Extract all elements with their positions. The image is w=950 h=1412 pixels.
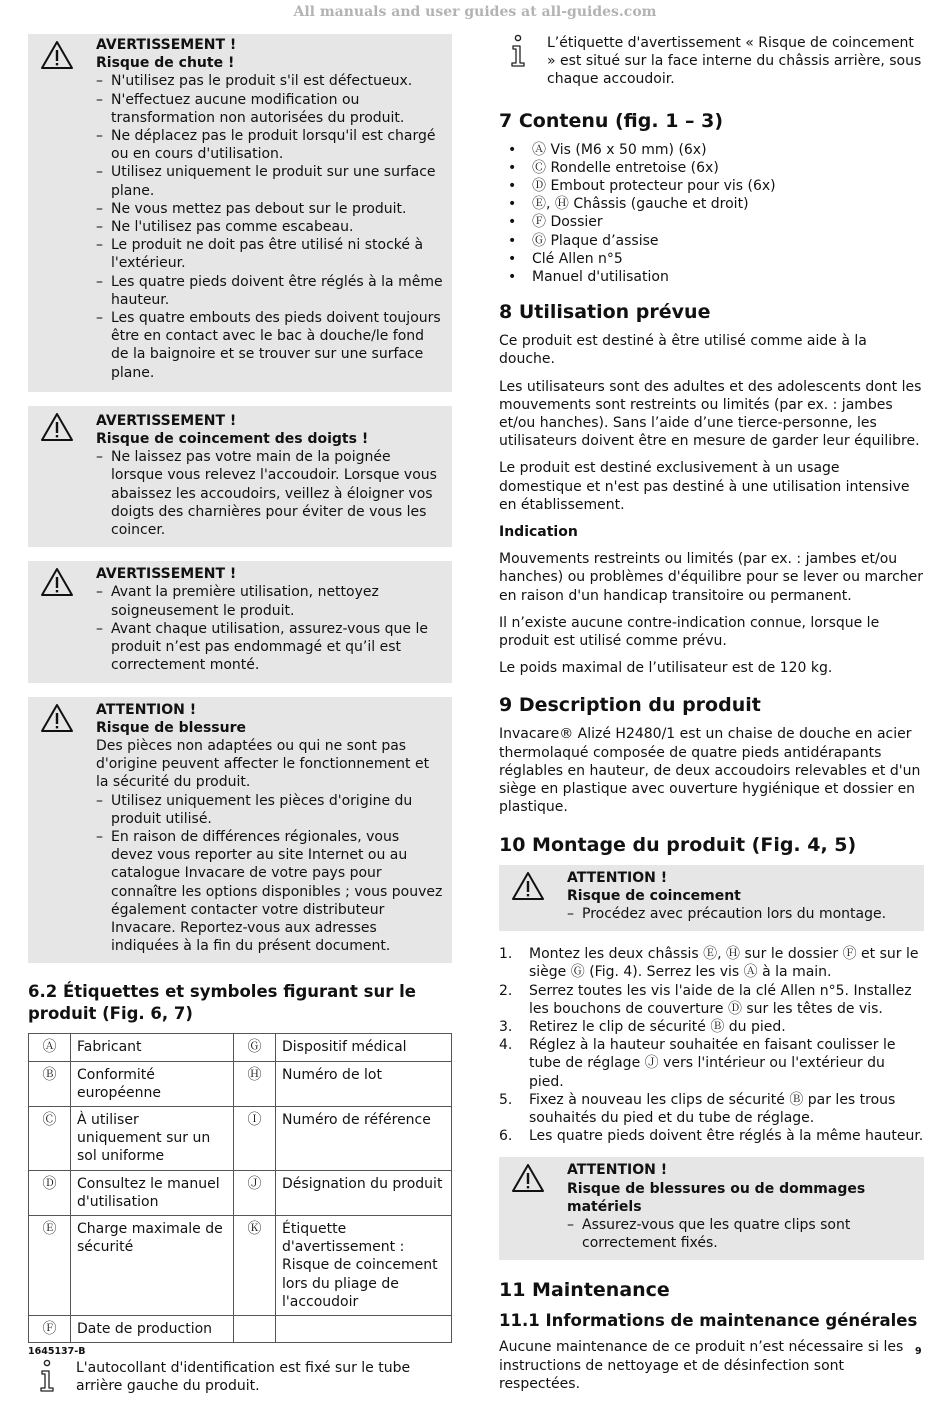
table-cell-symbol: Ⓓ (29, 1170, 71, 1215)
list-item: • Ⓖ Plaque d’assise (499, 232, 924, 250)
warning-subtitle: Risque de blessures ou de dommages matériels (567, 1180, 866, 1215)
warning-title: ATTENTION ! (567, 869, 668, 886)
table-cell: Date de production (71, 1315, 234, 1342)
table-cell: Dispositif médical (276, 1034, 452, 1061)
labels-symbols-table (28, 1033, 452, 1343)
table-cell-symbol: Ⓐ (29, 1034, 71, 1061)
list-item (499, 945, 924, 981)
table-cell-symbol: Ⓘ (234, 1106, 276, 1170)
attention-box-pinching (499, 865, 924, 932)
warning-subtitle: Risque de coincement des doigts ! (96, 431, 369, 448)
table-row (29, 1034, 452, 1061)
warning-item: – Ne déplacez pas le produit lorsqu'il est chargé ou en cours d'utilisation. (96, 127, 444, 163)
table-cell-symbol: Ⓕ (29, 1315, 71, 1342)
info-note-pinch-label (499, 34, 924, 89)
list-item: • Manuel d'utilisation (499, 268, 924, 286)
section-heading-11: 11 Maintenance (499, 1279, 670, 1302)
step-number: 6. (499, 1128, 513, 1145)
warning-triangle-icon (40, 412, 74, 442)
contents-list (499, 141, 924, 287)
table-row (29, 1106, 452, 1170)
warning-item: – Avant chaque utilisation, assurez-vous que le produit n’est pas endommagé et qu’il est correctement monté. (96, 620, 444, 675)
list-item: • Ⓒ Rondelle entretoise (6x) (499, 159, 924, 177)
step-number: 4. (499, 1037, 513, 1054)
list-item (499, 1036, 924, 1091)
table-cell: À utiliser uniquement sur un sol uniforme (71, 1106, 234, 1170)
section-heading-10: 10 Montage du produit (Fig. 4, 5) (499, 833, 857, 856)
step-text: Réglez à la hauteur souhaitée en faisant coulisser le tube de réglage Ⓙ vers l'intérieur ou l'extérieur du pied. (529, 1037, 896, 1090)
warning-triangle-icon (40, 567, 74, 597)
table-cell: Conformité européenne (71, 1061, 234, 1106)
step-number: 2. (499, 982, 513, 999)
list-item (499, 982, 924, 1018)
table-cell-symbol: Ⓗ (234, 1061, 276, 1106)
list-item: • Ⓕ Dossier (499, 213, 924, 231)
step-text: Retirez le clip de sécurité Ⓑ du pied. (529, 1018, 786, 1035)
table-cell: Étiquette d'avertissement : Risque de coincement lors du pliage de l'accoudoir (276, 1215, 452, 1315)
list-item: • Ⓐ Vis (M6 x 50 mm) (6x) (499, 141, 924, 159)
table-cell (276, 1315, 452, 1342)
warning-title: AVERTISSEMENT ! (96, 412, 237, 429)
step-text: Les quatre pieds doivent être réglés à la même hauteur. (529, 1128, 924, 1145)
warning-subtitle: Risque de blessure (96, 719, 247, 736)
table-cell: Fabricant (71, 1034, 234, 1061)
warning-title: AVERTISSEMENT ! (96, 37, 237, 53)
warning-item: – Procédez avec précaution lors du montage. (567, 905, 916, 923)
info-text: L'autocollant d'identification est fixé sur le tube arrière gauche du produit. (76, 1360, 411, 1395)
list-item: • Ⓔ, Ⓗ Châssis (gauche et droit) (499, 195, 924, 213)
info-icon (507, 34, 529, 68)
step-number: 3. (499, 1018, 513, 1035)
list-item: • Ⓓ Embout protecteur pour vis (6x) (499, 177, 924, 195)
paragraph: Ce produit est destiné à être utilisé comme aide à la douche. (499, 333, 867, 368)
table-cell: Numéro de référence (276, 1106, 452, 1170)
warning-triangle-icon (40, 703, 74, 733)
table-cell: Désignation du produit (276, 1170, 452, 1215)
watermark: All manuals and user guides at all-guides.com (293, 4, 657, 20)
right-column (499, 34, 924, 1402)
table-row (29, 1315, 452, 1342)
warning-item: – Utilisez uniquement les pièces d'origine du produit utilisé. (96, 792, 444, 828)
table-cell-symbol: Ⓑ (29, 1061, 71, 1106)
table-cell-symbol: Ⓔ (29, 1215, 71, 1315)
warning-box-injury (28, 697, 452, 964)
paragraph: Le produit est destiné exclusivement à un usage domestique et n'est pas destiné à une utilisation intensive en établissement. (499, 460, 910, 513)
step-text: Serrez toutes les vis l'aide de la clé Allen n°5. Installez les bouchons de couverture Ⓓ sur les têtes de vis. (529, 982, 912, 1017)
paragraph: Mouvements restreints ou limités (par ex. : jambes et/ou hanches) ou problèmes d'équilibre pour se lever ou marcher en raison d'un handicap transitoire ou permanent. (499, 551, 924, 604)
left-column (28, 34, 452, 1412)
table-cell-symbol: Ⓖ (234, 1034, 276, 1061)
table-row (29, 1215, 452, 1315)
step-number: 1. (499, 946, 513, 963)
section-heading-6-2: 6.2 Étiquettes et symboles figurant sur le produit (Fig. 6, 7) (28, 982, 416, 1024)
paragraph: Il n’existe aucune contre-indication connue, lorsque le produit est utilisé comme prévu. (499, 614, 880, 650)
warning-triangle-icon (511, 871, 545, 901)
info-icon (36, 1359, 58, 1393)
warning-item: – Assurez-vous que les quatre clips sont correctement fixés. (567, 1216, 916, 1252)
table-cell-symbol (234, 1315, 276, 1342)
document-number: 1645137-B (28, 1346, 86, 1357)
warning-item: – Les quatre embouts des pieds doivent toujours être en contact avec le bac à douche/le fond de la baignoire et se trouver sur une surface plane. (96, 309, 444, 382)
paragraph: Le poids maximal de l’utilisateur est de 120 kg. (499, 660, 833, 677)
table-cell-symbol: Ⓚ (234, 1215, 276, 1315)
step-number: 5. (499, 1091, 513, 1108)
paragraph: Invacare® Alizé H2480/1 est un chaise de douche en acier thermolaqué composée de quatre pieds antidérapants réglables en hauteur, de deux accoudoirs relevables et d'un siège en plastique avec ouverture hygiénique et dossier en plastique. (499, 726, 921, 816)
warning-item: – Ne vous mettez pas debout sur le produit. (96, 200, 444, 218)
warning-subtitle: Risque de coincement (567, 887, 741, 904)
warning-title: ATTENTION ! (567, 1162, 668, 1179)
warning-box-fall (28, 34, 452, 392)
table-cell: Charge maximale de sécurité (71, 1215, 234, 1315)
warning-item: – En raison de différences régionales, vous devez vous reporter au site Internet ou au catalogue Invacare de votre pays pour connaître les options disponibles ; vous pouvez également contacter votre distributeur Invacare. Reportez-vous aux adresses indiquées à la fin du présent document. (96, 828, 444, 955)
list-item: • Clé Allen n°5 (499, 250, 924, 268)
list-item (499, 1127, 924, 1145)
section-heading-8: 8 Utilisation prévue (499, 301, 711, 324)
warning-item: – Avant la première utilisation, nettoyez soigneusement le produit. (96, 583, 444, 619)
warning-item: – Le produit ne doit pas être utilisé ni stocké à l'extérieur. (96, 236, 444, 272)
table-cell: Numéro de lot (276, 1061, 452, 1106)
section-heading-7: 7 Contenu (fig. 1 – 3) (499, 109, 724, 132)
step-text: Montez les deux châssis Ⓔ, Ⓗ sur le dossier Ⓕ et sur le siège Ⓖ (Fig. 4). Serrez les vis Ⓐ à la main. (529, 946, 919, 981)
warning-title: ATTENTION ! (96, 701, 197, 718)
paragraph: Aucune maintenance de ce produit n’est nécessaire si les instructions de nettoyage et de désinfection sont respectées. (499, 1339, 904, 1392)
table-cell-symbol: Ⓒ (29, 1106, 71, 1170)
step-text: Fixez à nouveau les clips de sécurité Ⓑ par les trous souhaités du pied et du tube de réglage. (529, 1091, 896, 1126)
warning-item: – N'effectuez aucune modification ou transformation non autorisées du produit. (96, 91, 444, 127)
assembly-steps (499, 945, 924, 1145)
table-row (29, 1061, 452, 1106)
warning-box-fingers (28, 406, 452, 547)
table-cell-symbol: Ⓙ (234, 1170, 276, 1215)
paragraph: Les utilisateurs sont des adultes et des adolescents dont les mouvements sont restreints ou limités (par ex. : jambes et/ou hanches). Sans l’aide d’une tierce-personne, les utilisateurs doivent être en mesure de garder leur équilibre. (499, 378, 922, 450)
warning-item: – N'utilisez pas le produit s'il est défectueux. (96, 72, 444, 90)
section-heading-9: 9 Description du produit (499, 694, 761, 717)
warning-text: Des pièces non adaptées ou qui ne sont pas d'origine peuvent affecter le fonctionnement et la sécurité du produit. (96, 737, 430, 791)
warning-title: AVERTISSEMENT ! (96, 566, 237, 583)
info-text: L’étiquette d'avertissement « Risque de coincement » est situé sur la face interne du châssis arrière, sous chaque accoudoir. (547, 35, 922, 88)
warning-triangle-icon (40, 40, 74, 70)
table-row (29, 1170, 452, 1215)
warning-item: – Ne laissez pas votre main de la poignée lorsque vous relevez l'accoudoir. Lorsque vous abaissez les accoudoirs, veillez à éloigner vos doigts des charnières pour éviter de vous les coincer. (96, 448, 444, 539)
subsection-heading-11-1: 11.1 Informations de maintenance générales (499, 1311, 918, 1331)
attention-box-damage (499, 1157, 924, 1260)
warning-item: – Utilisez uniquement le produit sur une surface plane. (96, 163, 444, 199)
page-number: 9 (915, 1346, 922, 1357)
indication-label: Indication (499, 524, 578, 541)
warning-subtitle: Risque de chute ! (96, 55, 235, 72)
table-cell: Consultez le manuel d'utilisation (71, 1170, 234, 1215)
list-item (499, 1018, 924, 1036)
warning-box-cleaning (28, 561, 452, 682)
warning-triangle-icon (511, 1163, 545, 1193)
warning-item: – Les quatre pieds doivent être réglés à la même hauteur. (96, 273, 444, 309)
warning-item: – Ne l'utilisez pas comme escabeau. (96, 218, 444, 236)
list-item (499, 1091, 924, 1127)
info-note-id-sticker (28, 1359, 452, 1395)
